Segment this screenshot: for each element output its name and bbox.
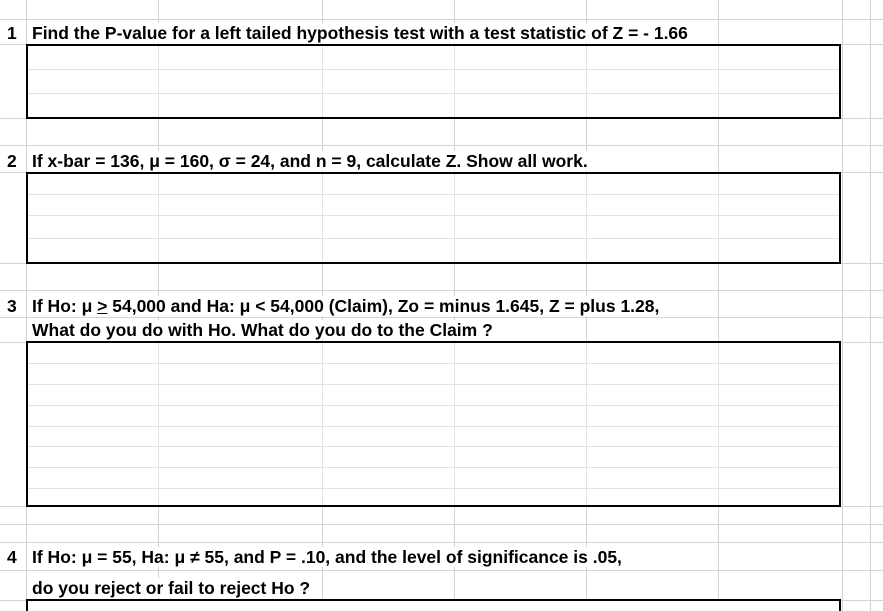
question-3-number: 3 (7, 296, 17, 316)
question-1-text: Find the P-value for a left tailed hypothesis test with a test statistic of Z = - 1.66 (32, 23, 688, 43)
question-4-number: 4 (7, 547, 17, 567)
question-3-part-1: If Ho: μ (32, 296, 98, 316)
question-3-text-line-2: What do you do with Ho. What do you do to the Claim ? (32, 320, 493, 340)
greater-or-equal-symbol: > (97, 296, 108, 316)
answer-box-3[interactable] (26, 341, 841, 507)
question-1-number: 1 (7, 23, 17, 43)
answer-box-2[interactable] (26, 172, 841, 264)
question-3-part-2: 54,000 and Ha: μ < 54,000 (Claim), Zo = minus 1.645, Z = plus 1.28, (107, 296, 660, 316)
answer-box-1[interactable] (26, 44, 841, 119)
question-4-text-line-1: If Ho: μ = 55, Ha: μ ≠ 55, and P = .10, and the level of significance is .05, (32, 547, 622, 567)
question-2-number: 2 (7, 151, 17, 171)
question-2-text: If x-bar = 136, μ = 160, σ = 24, and n = 9, calculate Z. Show all work. (32, 151, 588, 171)
question-3-text-line-1 (32, 296, 659, 316)
answer-box-4[interactable] (26, 599, 841, 611)
question-4-text-line-2: do you reject or fail to reject Ho ? (32, 578, 311, 598)
